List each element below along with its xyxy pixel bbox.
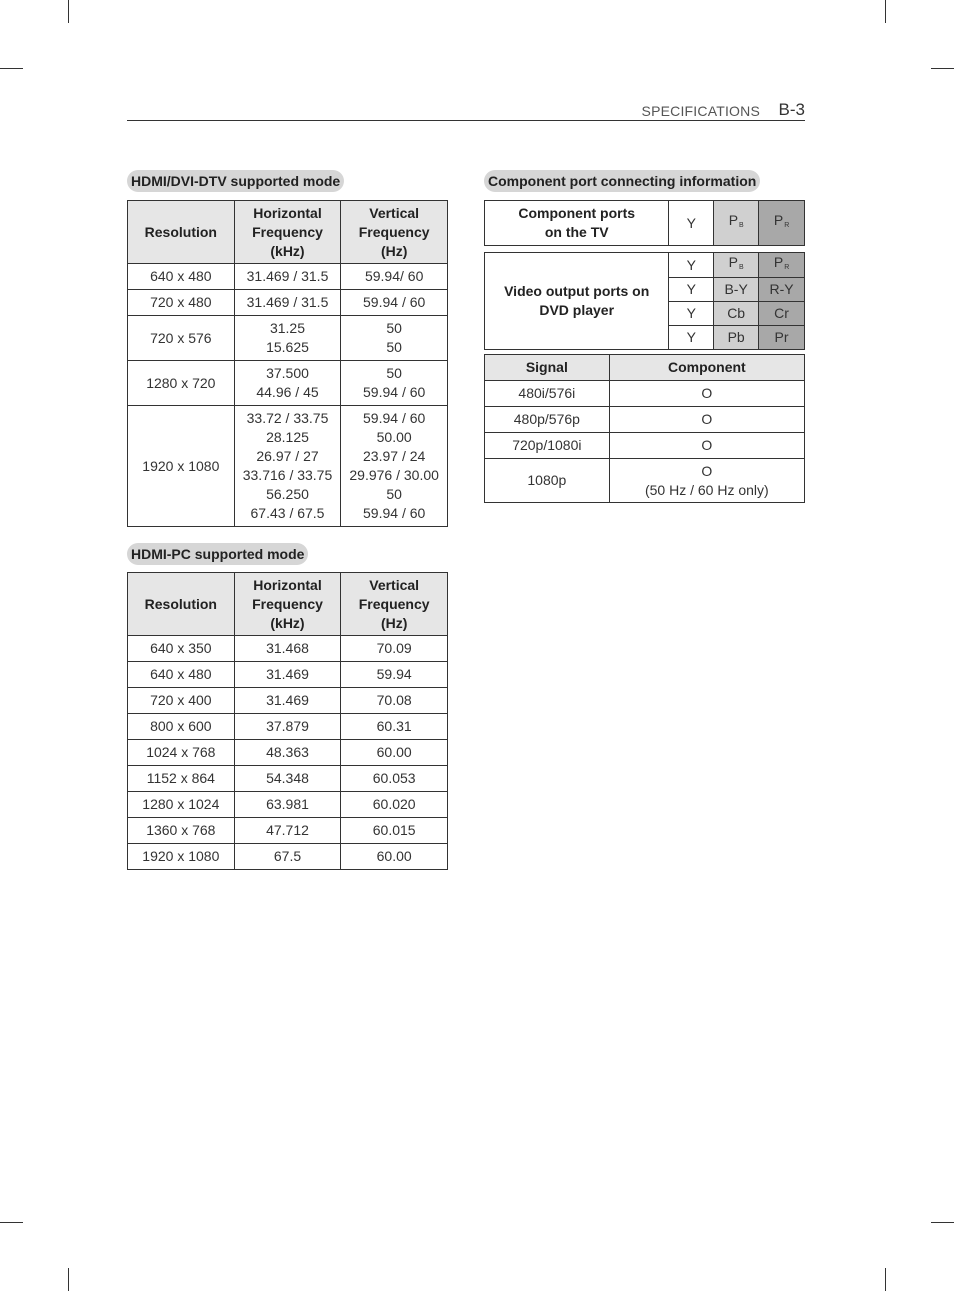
table-row xyxy=(485,433,805,459)
signal-cell: 720p/1080i xyxy=(485,433,610,459)
horizontal-cell: 31.25 15.625 xyxy=(234,316,341,361)
table-row xyxy=(128,766,448,792)
table-row xyxy=(128,818,448,844)
vertical-cell: 70.09 xyxy=(341,636,448,662)
resolution-cell: 1920 x 1080 xyxy=(128,406,235,527)
tv-port-pr: $P_R$ xyxy=(759,201,805,246)
dvd-port-y: Y xyxy=(669,253,714,278)
signal-cell: 1080p xyxy=(485,459,610,503)
horizontal-cell: 63.981 xyxy=(234,792,341,818)
dvd-port-pb: Pb xyxy=(714,326,759,350)
horizontal-cell: 47.712 xyxy=(234,818,341,844)
horizontal-cell: 37.500 44.96 / 45 xyxy=(234,361,341,406)
horizontal-cell: 31.469 / 31.5 xyxy=(234,264,341,290)
table-header-row xyxy=(128,573,448,636)
resolution-cell: 1280 x 720 xyxy=(128,361,235,406)
table-row xyxy=(128,662,448,688)
resolution-cell: 1024 x 768 xyxy=(128,740,235,766)
crop-mark xyxy=(0,68,23,69)
table-row xyxy=(128,740,448,766)
horizontal-cell: 54.348 xyxy=(234,766,341,792)
pc-mode-title: HDMI-PC supported mode xyxy=(127,543,308,565)
component-cell: O (50 Hz / 60 Hz only) xyxy=(609,459,804,503)
horizontal-cell: 31.469 xyxy=(234,688,341,714)
table-row xyxy=(128,361,448,406)
tv-ports-table xyxy=(484,200,805,246)
dvd-port-y: Y xyxy=(669,278,714,302)
dvd-ports-table xyxy=(484,252,805,350)
dvd-port-pb: B-Y xyxy=(714,278,759,302)
vertical-cell: 50 59.94 / 60 xyxy=(341,361,448,406)
horizontal-cell: 31.469 xyxy=(234,662,341,688)
component-cell: O xyxy=(609,407,804,433)
vertical-cell: 59.94 / 60 50.00 23.97 / 24 29.976 / 30.00 50 59.94 / 60 xyxy=(341,406,448,527)
vertical-cell: 60.00 xyxy=(341,740,448,766)
table-row xyxy=(128,290,448,316)
crop-mark xyxy=(885,0,886,23)
dvd-port-pr: Pr xyxy=(759,326,805,350)
table-row xyxy=(128,316,448,361)
crop-mark xyxy=(885,1268,886,1291)
table-row xyxy=(128,792,448,818)
signal-cell: 480i/576i xyxy=(485,381,610,407)
table-row xyxy=(485,459,805,503)
vertical-cell: 60.31 xyxy=(341,714,448,740)
tv-port-y: Y xyxy=(669,201,714,246)
horizontal-cell: 67.5 xyxy=(234,844,341,870)
page-header xyxy=(127,99,805,121)
crop-mark xyxy=(68,1268,69,1291)
dvd-port-y: Y xyxy=(669,302,714,326)
crop-mark xyxy=(68,0,69,23)
pc-mode-table xyxy=(127,572,448,870)
signal-cell: 480p/576p xyxy=(485,407,610,433)
header-signal: Signal xyxy=(485,355,610,381)
table-row xyxy=(128,636,448,662)
table-header-row xyxy=(128,201,448,264)
table-row xyxy=(128,406,448,527)
page-number: B-3 xyxy=(778,100,805,119)
header-component: Component xyxy=(609,355,804,381)
resolution-cell: 800 x 600 xyxy=(128,714,235,740)
vertical-cell: 59.94 / 60 xyxy=(341,290,448,316)
table-row xyxy=(485,407,805,433)
dtv-mode-table xyxy=(127,200,448,527)
header-resolution: Resolution xyxy=(128,201,235,264)
table-row xyxy=(128,264,448,290)
table-row xyxy=(485,201,805,246)
dtv-mode-title: HDMI/DVI-DTV supported mode xyxy=(127,170,344,192)
header-horizontal: Horizontal Frequency (kHz) xyxy=(234,573,341,636)
table-row xyxy=(128,714,448,740)
horizontal-cell: 33.72 / 33.75 28.125 26.97 / 27 33.716 / 33.75 56.250 67.43 / 67.5 xyxy=(234,406,341,527)
table-row xyxy=(485,253,805,278)
header-resolution: Resolution xyxy=(128,573,235,636)
vertical-cell: 59.94/ 60 xyxy=(341,264,448,290)
component-info-title: Component port connecting information xyxy=(484,170,760,192)
section-title: SPECIFICATIONS xyxy=(641,103,760,119)
crop-mark xyxy=(931,1222,954,1223)
resolution-cell: 1280 x 1024 xyxy=(128,792,235,818)
crop-mark xyxy=(0,1222,23,1223)
vertical-cell: 70.08 xyxy=(341,688,448,714)
vertical-cell: 60.020 xyxy=(341,792,448,818)
vertical-cell: 60.015 xyxy=(341,818,448,844)
table-row xyxy=(128,844,448,870)
dvd-port-pr: $P_R$ xyxy=(759,253,805,278)
vertical-cell: 59.94 xyxy=(341,662,448,688)
table-row xyxy=(128,688,448,714)
tv-port-pb: $P_B$ xyxy=(714,201,759,246)
resolution-cell: 1920 x 1080 xyxy=(128,844,235,870)
dvd-port-pb: $P_B$ xyxy=(714,253,759,278)
resolution-cell: 640 x 350 xyxy=(128,636,235,662)
table-header-row xyxy=(485,355,805,381)
component-cell: O xyxy=(609,381,804,407)
resolution-cell: 1360 x 768 xyxy=(128,818,235,844)
vertical-cell: 60.00 xyxy=(341,844,448,870)
resolution-cell: 720 x 576 xyxy=(128,316,235,361)
header-vertical: Vertical Frequency (Hz) xyxy=(341,201,448,264)
dvd-port-pr: Cr xyxy=(759,302,805,326)
horizontal-cell: 31.469 / 31.5 xyxy=(234,290,341,316)
header-horizontal: Horizontal Frequency (kHz) xyxy=(234,201,341,264)
resolution-cell: 720 x 480 xyxy=(128,290,235,316)
dvd-port-pr: R-Y xyxy=(759,278,805,302)
header-vertical: Vertical Frequency (Hz) xyxy=(341,573,448,636)
tv-ports-label: Component ports on the TV xyxy=(485,201,669,246)
resolution-cell: 640 x 480 xyxy=(128,662,235,688)
horizontal-cell: 31.468 xyxy=(234,636,341,662)
signal-table xyxy=(484,354,805,503)
vertical-cell: 60.053 xyxy=(341,766,448,792)
horizontal-cell: 48.363 xyxy=(234,740,341,766)
dvd-port-pb: Cb xyxy=(714,302,759,326)
vertical-cell: 50 50 xyxy=(341,316,448,361)
component-cell: O xyxy=(609,433,804,459)
crop-mark xyxy=(931,68,954,69)
horizontal-cell: 37.879 xyxy=(234,714,341,740)
dvd-port-y: Y xyxy=(669,326,714,350)
resolution-cell: 1152 x 864 xyxy=(128,766,235,792)
resolution-cell: 640 x 480 xyxy=(128,264,235,290)
dvd-ports-label: Video output ports on DVD player xyxy=(485,253,669,350)
table-row xyxy=(485,381,805,407)
resolution-cell: 720 x 400 xyxy=(128,688,235,714)
